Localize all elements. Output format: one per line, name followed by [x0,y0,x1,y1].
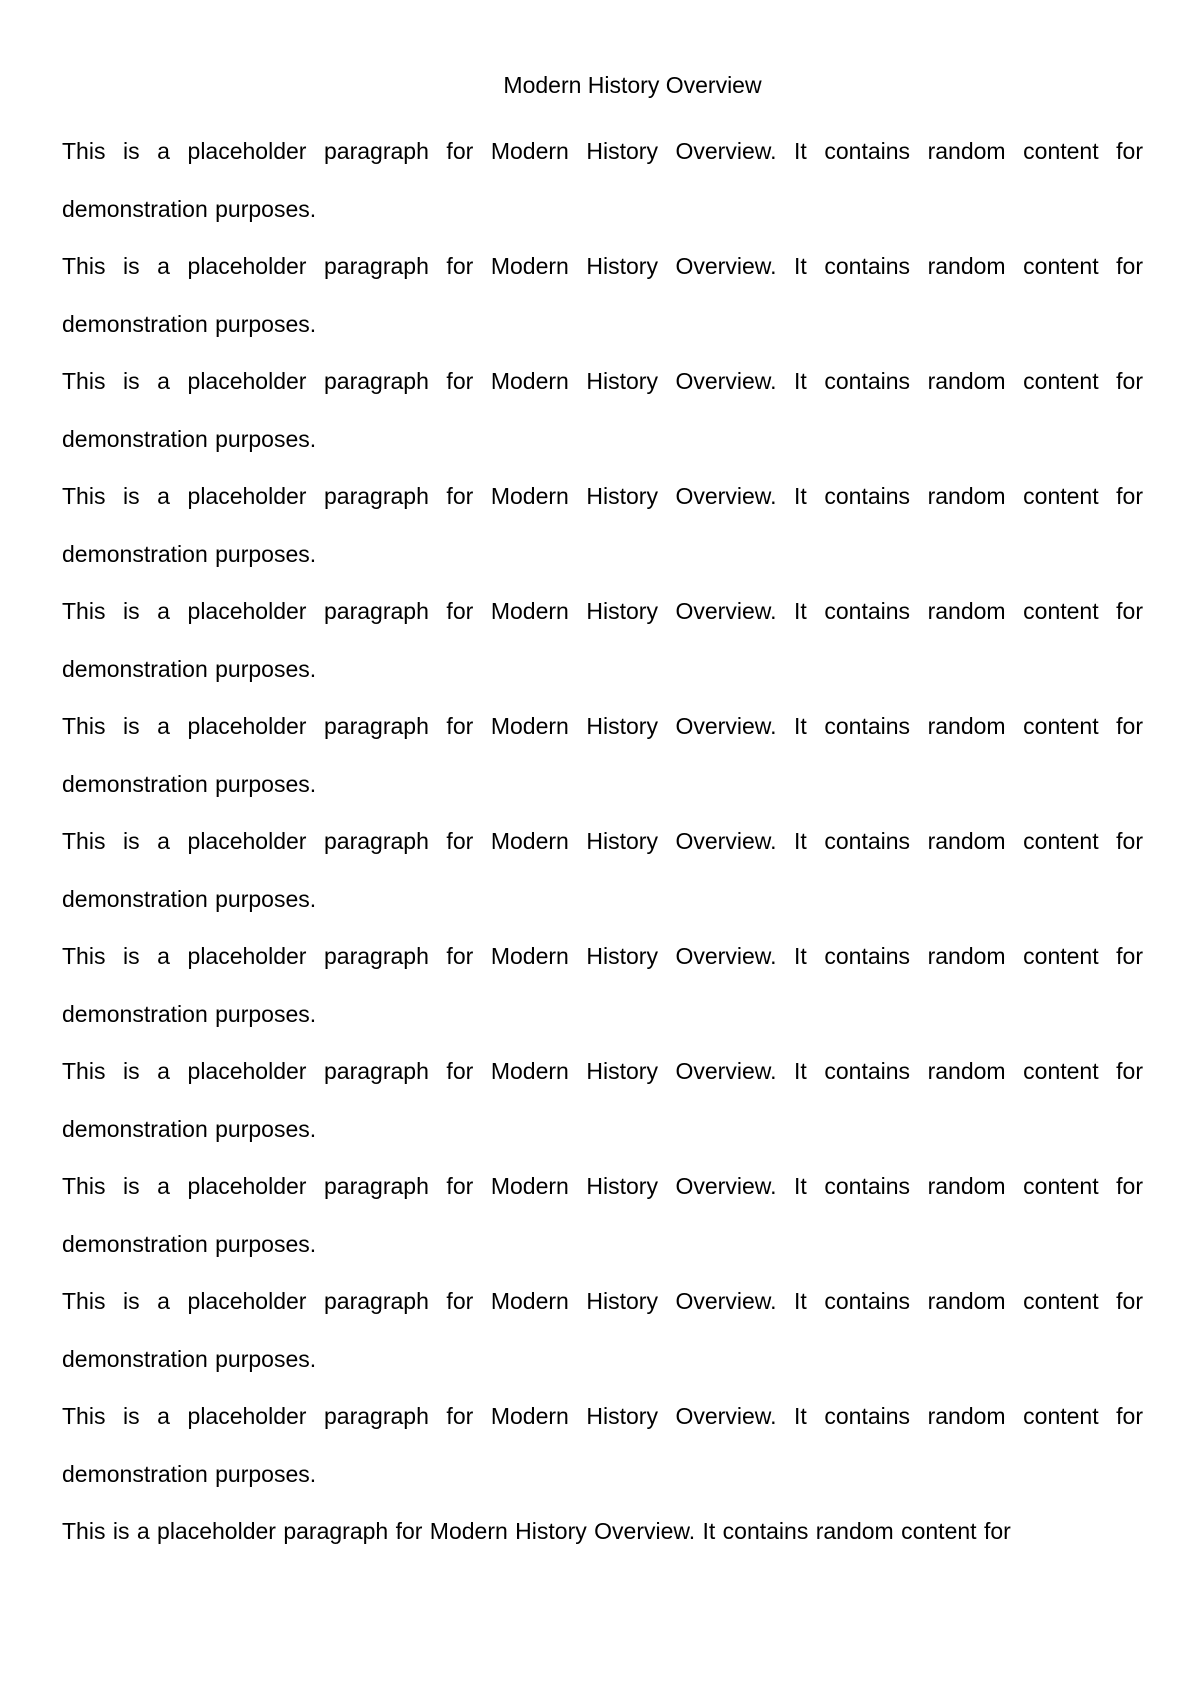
paragraph: This is a placeholder paragraph for Modern History Overview. It contains random content for demonstration purposes. [62,138,1143,222]
paragraph: This is a placeholder paragraph for Modern History Overview. It contains random content for demonstration purposes. [62,1288,1143,1372]
paragraph: This is a placeholder paragraph for Modern History Overview. It contains random content for demonstration purposes. [62,1058,1143,1142]
paragraph: This is a placeholder paragraph for Modern History Overview. It contains random content for demonstration purposes. [62,1403,1143,1487]
paragraph: This is a placeholder paragraph for Modern History Overview. It contains random content for demonstration purposes. [62,943,1143,1027]
paragraph: This is a placeholder paragraph for Modern History Overview. It contains random content for demonstration purposes. [62,483,1143,567]
paragraph: This is a placeholder paragraph for Modern History Overview. It contains random content for demonstration purposes. [62,253,1143,337]
paragraph: This is a placeholder paragraph for Modern History Overview. It contains random content for demonstration purposes. [62,828,1143,912]
page-title: Modern History Overview [503,72,762,98]
paragraph: This is a placeholder paragraph for Modern History Overview. It contains random content for demonstration purposes. [62,1173,1143,1257]
paragraph: This is a placeholder paragraph for Modern History Overview. It contains random content for demonstration purposes. [62,368,1143,452]
document-body [62,123,1143,1561]
paragraph: This is a placeholder paragraph for Modern History Overview. It contains random content for demonstration purposes. [62,713,1143,797]
paragraph: This is a placeholder paragraph for Modern History Overview. It contains random content for demonstration purposes. [62,598,1143,682]
paragraph: This is a placeholder paragraph for Modern History Overview. It contains random content for [62,1518,1011,1544]
